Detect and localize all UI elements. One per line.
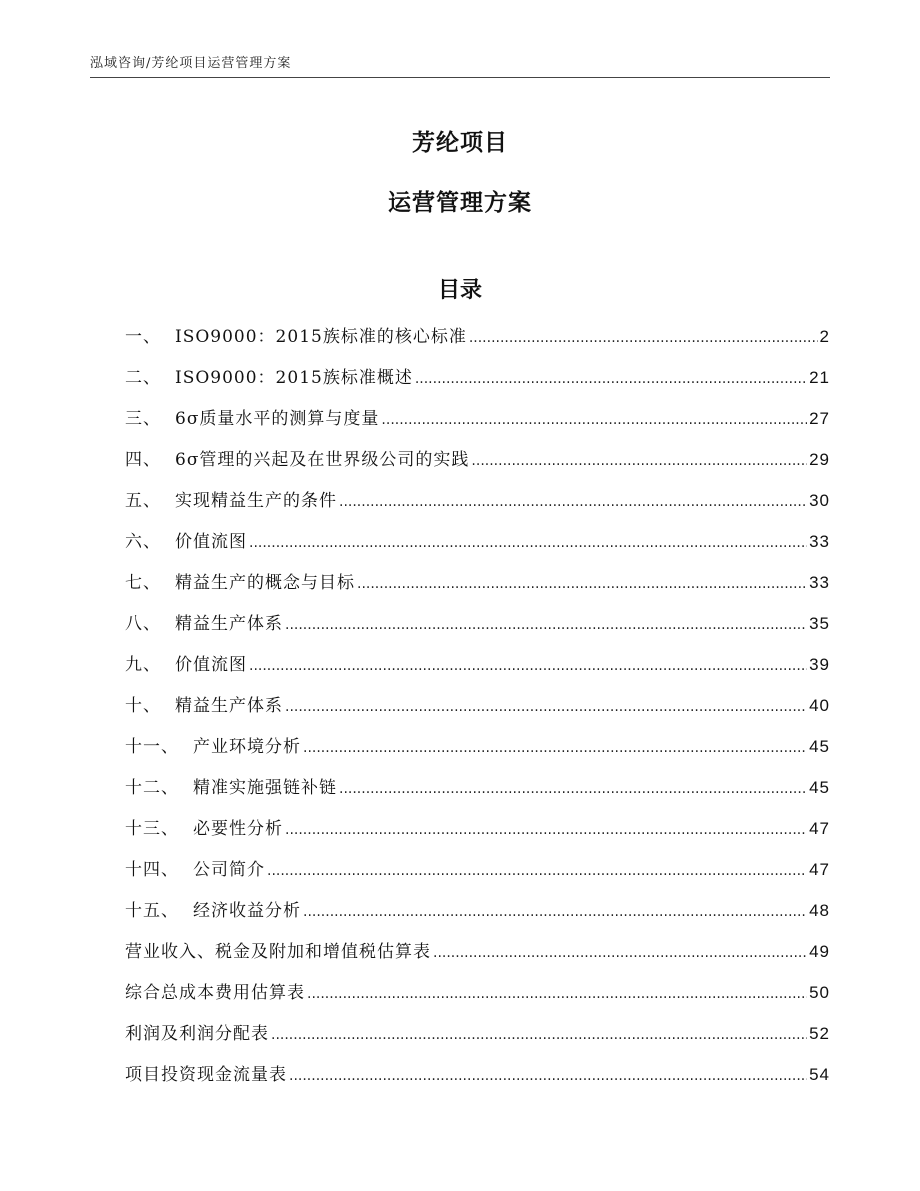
toc-entry-page: 54: [809, 1065, 830, 1084]
toc-leader-dots: [249, 535, 807, 551]
toc-leader-dots: [339, 494, 807, 510]
toc-entry[interactable]: [125, 1019, 830, 1060]
toc-entry[interactable]: [125, 445, 830, 486]
toc-entry-number: 十四、: [125, 860, 179, 880]
toc-leader-dots: [415, 371, 807, 387]
toc-entry[interactable]: [125, 855, 830, 896]
toc-entry-label: ISO9000：2015族标准的核心标准: [175, 327, 467, 347]
toc-leader-dots: [285, 617, 807, 633]
toc-entry[interactable]: [125, 363, 830, 404]
toc-leader-dots: [469, 330, 818, 346]
toc-leader-dots: [285, 822, 807, 838]
toc-entry-label: 6σ管理的兴起及在世界级公司的实践: [175, 450, 470, 470]
toc-entry[interactable]: [125, 691, 830, 732]
toc-leader-dots: [307, 986, 807, 1002]
toc-entry-page: 21: [809, 368, 830, 387]
toc-leader-dots: [267, 863, 807, 879]
toc-entry[interactable]: [125, 814, 830, 855]
toc-entry-page: 49: [809, 942, 830, 961]
toc-leader-dots: [303, 904, 807, 920]
toc-entry-number: 三、: [125, 409, 161, 429]
toc-entry-number: 四、: [125, 450, 161, 470]
toc-entry[interactable]: [125, 527, 830, 568]
toc-entry-page: 48: [809, 901, 830, 920]
toc-entry-page: 45: [809, 737, 830, 756]
toc-entry-number: 八、: [125, 614, 161, 634]
toc-entry-page: 47: [809, 819, 830, 838]
toc-entry-number: 十一、: [125, 737, 179, 757]
toc-entry-label: 6σ质量水平的测算与度量: [175, 409, 380, 429]
toc-entry-page: 47: [809, 860, 830, 879]
toc-entry-page: 39: [809, 655, 830, 674]
toc-leader-dots: [433, 945, 807, 961]
toc-entry-page: 50: [809, 983, 830, 1002]
toc-entry-page: 45: [809, 778, 830, 797]
toc-entry-label: 产业环境分析: [193, 737, 301, 757]
toc-entry-number: 九、: [125, 655, 161, 675]
toc-entry-label: 综合总成本费用估算表: [125, 983, 305, 1003]
toc-leader-dots: [289, 1068, 807, 1084]
toc-leader-dots: [339, 781, 807, 797]
toc-entry-number: 十三、: [125, 819, 179, 839]
toc-leader-dots: [381, 412, 807, 428]
toc-entry[interactable]: [125, 609, 830, 650]
toc-entry[interactable]: [125, 937, 830, 978]
toc-entry-label: 经济收益分析: [193, 901, 301, 921]
toc-leader-dots: [471, 453, 807, 469]
table-of-contents: [125, 322, 830, 1101]
toc-entry-page: 2: [819, 327, 830, 346]
toc-entry-page: 33: [809, 573, 830, 592]
toc-entry-page: 35: [809, 614, 830, 633]
toc-entry-page: 30: [809, 491, 830, 510]
toc-entry-label: 必要性分析: [193, 819, 283, 839]
toc-leader-dots: [303, 740, 807, 756]
document-title-line1: 芳纶项目: [412, 130, 508, 156]
toc-entry-label: 营业收入、税金及附加和增值税估算表: [125, 942, 431, 962]
toc-entry-page: 40: [809, 696, 830, 715]
toc-entry[interactable]: [125, 732, 830, 773]
toc-leader-dots: [271, 1027, 807, 1043]
toc-entry-label: 利润及利润分配表: [125, 1024, 269, 1044]
toc-entry-label: 价值流图: [175, 532, 247, 552]
toc-entry-label: 价值流图: [175, 655, 247, 675]
toc-entry[interactable]: [125, 568, 830, 609]
toc-entry-label: 精益生产体系: [175, 696, 283, 716]
toc-entry[interactable]: [125, 650, 830, 691]
toc-entry-number: 七、: [125, 573, 161, 593]
toc-entry-page: 52: [809, 1024, 830, 1043]
toc-entry-number: 二、: [125, 368, 161, 388]
toc-entry-label: ISO9000：2015族标准概述: [175, 368, 413, 388]
toc-entry[interactable]: [125, 1060, 830, 1101]
toc-entry[interactable]: [125, 773, 830, 814]
toc-entry[interactable]: [125, 404, 830, 445]
toc-entry-label: 精益生产的概念与目标: [175, 573, 355, 593]
toc-entry-number: 六、: [125, 532, 161, 552]
toc-entry-page: 33: [809, 532, 830, 551]
toc-entry-label: 实现精益生产的条件: [175, 491, 337, 511]
running-header: 泓域咨询/芳纶项目运营管理方案: [90, 52, 830, 78]
toc-leader-dots: [249, 658, 807, 674]
document-title-line2: 运营管理方案: [388, 190, 532, 216]
toc-entry-number: 十、: [125, 696, 161, 716]
toc-entry-page: 27: [809, 409, 830, 428]
toc-entry[interactable]: [125, 486, 830, 527]
toc-entry[interactable]: [125, 978, 830, 1019]
toc-entry-number: 十五、: [125, 901, 179, 921]
toc-leader-dots: [285, 699, 807, 715]
toc-entry-label: 精准实施强链补链: [193, 778, 337, 798]
toc-entry-number: 五、: [125, 491, 161, 511]
toc-heading: 目录: [437, 278, 482, 303]
toc-leader-dots: [357, 576, 807, 592]
toc-entry[interactable]: [125, 896, 830, 937]
toc-entry-page: 29: [809, 450, 830, 469]
toc-entry-number: 十二、: [125, 778, 179, 798]
toc-entry-label: 项目投资现金流量表: [125, 1065, 287, 1085]
toc-entry-label: 精益生产体系: [175, 614, 283, 634]
toc-entry-number: 一、: [125, 327, 161, 347]
toc-entry-label: 公司简介: [193, 860, 265, 880]
toc-entry[interactable]: [125, 322, 830, 363]
